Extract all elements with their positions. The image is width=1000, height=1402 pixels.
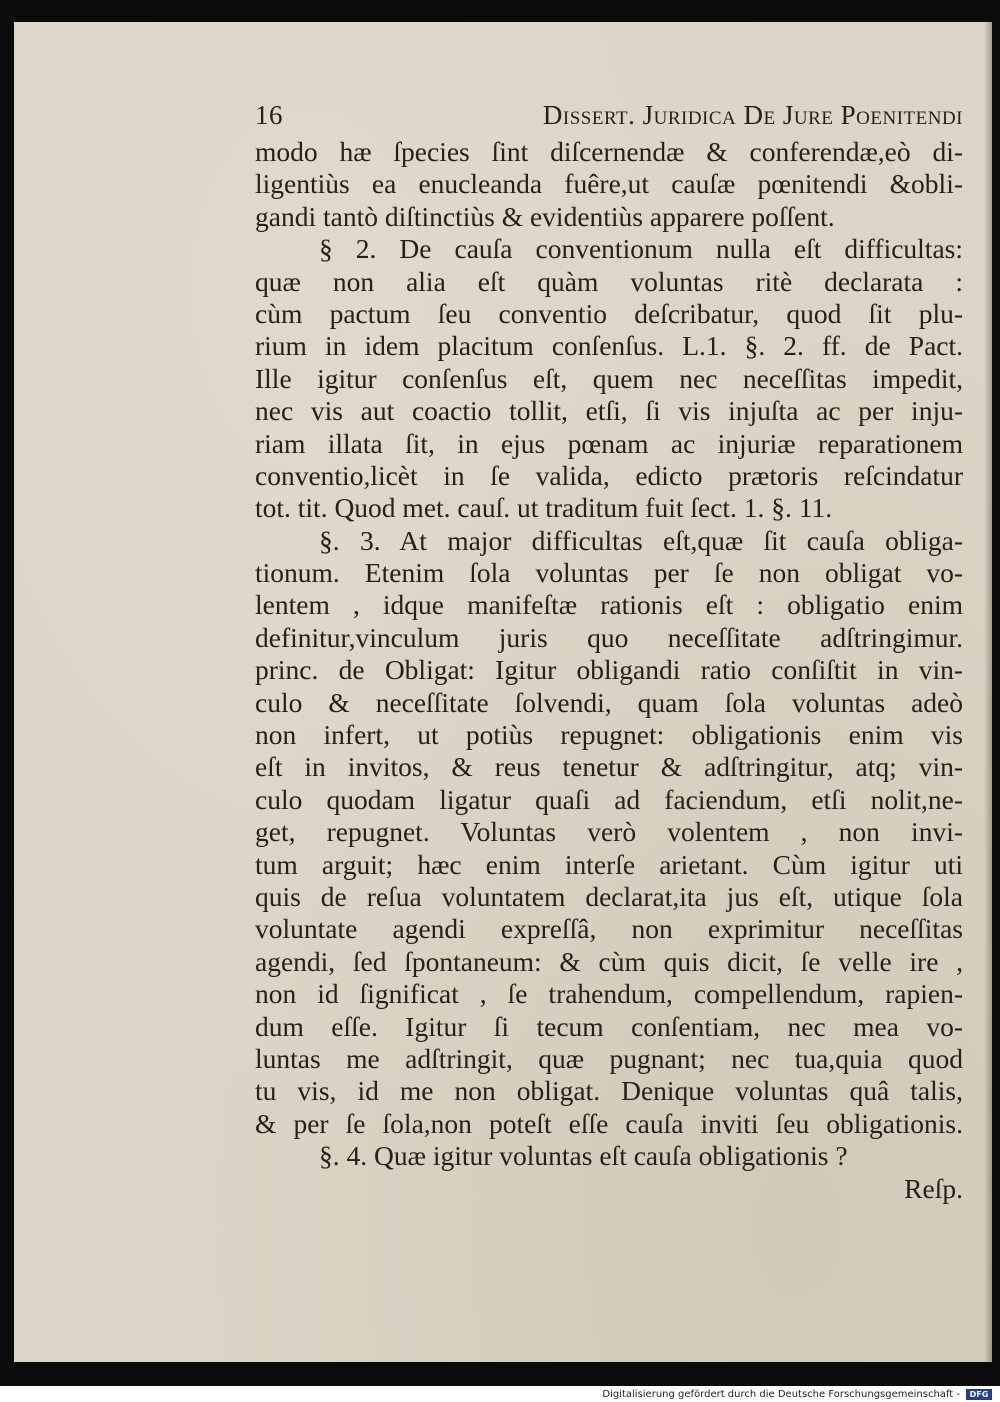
text-line: & per ſe ſola,non poteſt eſſe cauſa inviti ſeu obligationis. — [255, 1107, 963, 1139]
section-3-start: §. 3. At major difficultas eſt,quæ ſit cauſa obliga- — [319, 524, 963, 556]
text-line: non id ſignificat , ſe trahendum, compellendum, rapien- — [255, 978, 963, 1010]
text-line: quis de reſua voluntatem declarat,ita jus eſt, utique ſola — [255, 880, 963, 912]
page-number: 16 — [255, 100, 283, 130]
text-line: culo quodam ligatur quaſi ad faciendum, etſi nolit,ne- — [255, 783, 963, 815]
dfg-logo: DFG — [966, 1389, 992, 1400]
book-page — [14, 22, 992, 1362]
text-line: modo hæ ſpecies ſint diſcernendæ & conferendæ,eò di- — [255, 136, 963, 167]
text-line: riam illata ſit, in ejus pœnam ac injuriæ reparationem — [255, 427, 963, 459]
text-line: definitur,vinculum juris quo neceſſitate adſtringimur. — [255, 621, 963, 653]
running-header — [255, 94, 963, 136]
catchword: Reſp. — [904, 1172, 963, 1204]
text-line: agendi, ſed ſpontaneum: & cùm quis dicit, ſe velle ire , — [255, 945, 963, 977]
funding-credit: Digitalisierung gefördert durch die Deutsche Forschungsgemeinschaft - — [602, 1388, 960, 1400]
text-line: lentem , idque manifeſtæ rationis eſt : obligatio enim — [255, 589, 963, 621]
running-head-title: Dissert. Juridica De Jure Poenitendi — [542, 100, 963, 130]
text-line: gandi tantò diſtinctiùs & evidentiùs apparere poſſent. — [255, 200, 835, 232]
digitization-footer — [0, 1386, 1000, 1402]
text-line: get, repugnet. Voluntas verò volentem , non invi- — [255, 816, 963, 848]
text-line: dum eſſe. Igitur ſi tecum conſentiam, nec mea vo- — [255, 1010, 963, 1042]
text-line: conventio,licèt in ſe valida, edicto prætoris reſcindatur — [255, 459, 963, 491]
text-line: non infert, ut potiùs repugnet: obligationis enim vis — [255, 719, 963, 751]
text-line: cùm pactum ſeu conventio deſcribatur, quod ſit plu- — [255, 297, 963, 329]
text-line: tionum. Etenim ſola voluntas per ſe non obligat vo- — [255, 557, 963, 589]
section-4-start: §. 4. Quæ igitur voluntas eſt cauſa obligationis ? — [319, 1140, 848, 1172]
page-text-block — [255, 94, 963, 1205]
text-line: tu vis, id me non obligat. Denique voluntas quâ talis, — [255, 1075, 963, 1107]
text-line: voluntate agendi expreſſâ, non exprimitur neceſſitas — [255, 913, 963, 945]
page-edge-shadow — [984, 22, 992, 1362]
text-line: luntas me adſtringit, quæ pugnant; nec tua,quia quod — [255, 1042, 963, 1074]
text-line: princ. de Obligat: Igitur obligandi ratio conſiſtit in vin- — [255, 654, 963, 686]
text-line: eſt in invitos, & reus tenetur & adſtringitur, atq; vin- — [255, 751, 963, 783]
text-line: tum arguit; hæc enim interſe arietant. Cùm igitur uti — [255, 848, 963, 880]
section-2-start: § 2. De cauſa conventionum nulla eſt difficultas: — [319, 233, 963, 265]
text-line: Ille igitur conſenſus eſt, quem nec neceſſitas impedit, — [255, 362, 963, 394]
text-line: quæ non alia eſt quàm voluntas ritè declarata : — [255, 265, 963, 297]
text-line: ligentiùs ea enucleanda fuêre,ut cauſæ pœnitendi &obli- — [255, 168, 963, 200]
text-line: culo & neceſſitate ſolvendi, quam ſola voluntas adeò — [255, 686, 963, 718]
text-line: rium in idem placitum conſenſus. L.1. §. 2. ff. de Pact. — [255, 330, 963, 362]
text-line: tot. tit. Quod met. cauſ. ut traditum fuit ſect. 1. §. 11. — [255, 492, 833, 524]
text-line: nec vis aut coactio tollit, etſi, ſi vis injuſta ac per inju- — [255, 395, 963, 427]
